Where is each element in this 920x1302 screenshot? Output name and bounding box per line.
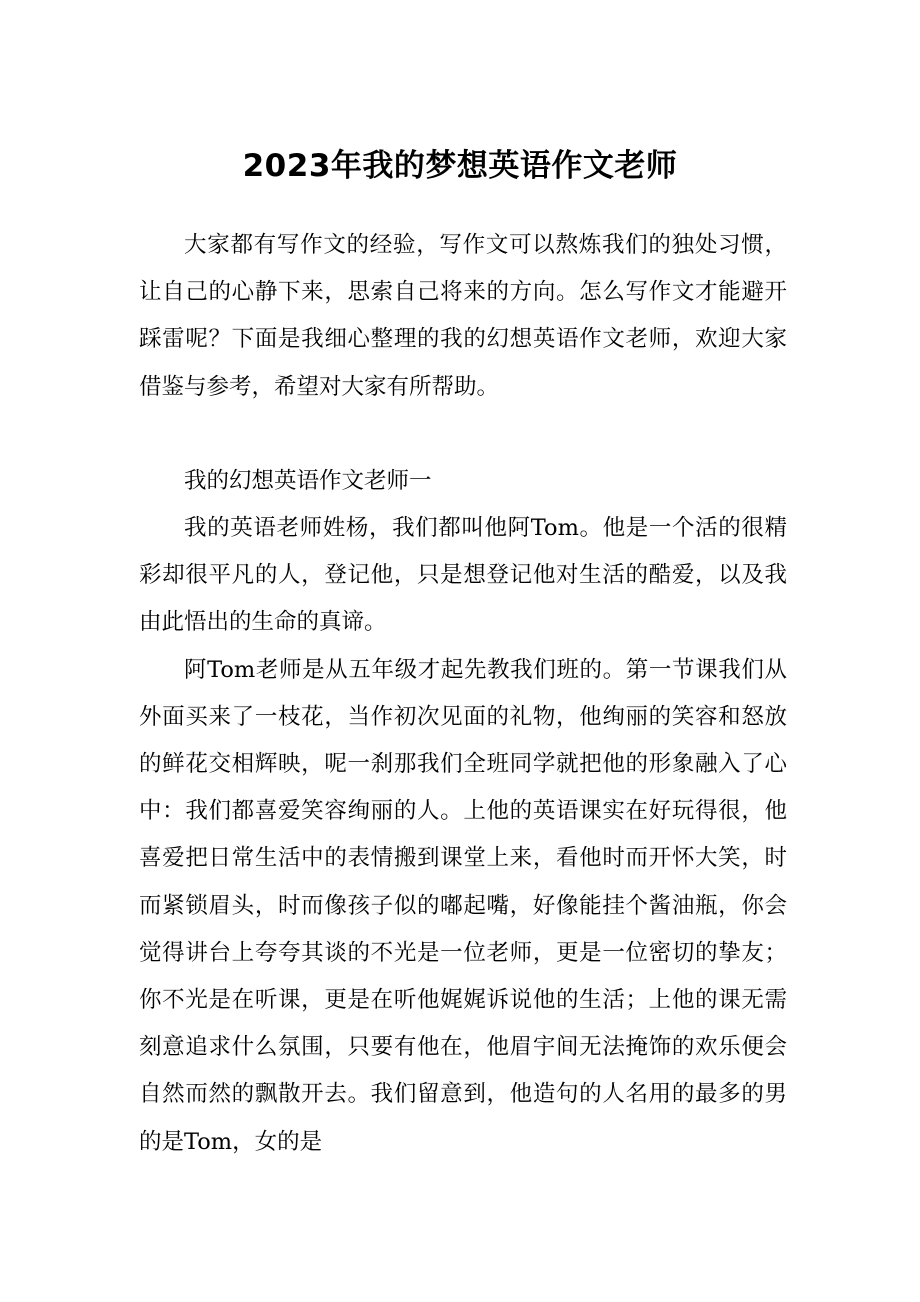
intro-paragraph: 大家都有写作文的经验，写作文可以熬炼我们的独处习惯，让自己的心静下来，思索自己将来的方向。怎么写作文才能避开踩雷呢？下面是我细心整理的我的幻想英语作文老师，欢迎大家借鉴与参考，希望对大家有所帮助。 — [139, 232, 787, 400]
body-paragraph: 我的英语老师姓杨，我们都叫他阿Tom。他是一个活的很精彩却很平凡的人，登记他，只是想登记他对生活的酷爱，以及我由此悟出的生命的真谛。 — [139, 515, 787, 636]
section-heading: 我的幻想英语作文老师一 — [184, 467, 432, 494]
document-title: 2023年我的梦想英语作文老师 — [242, 148, 678, 184]
document-body — [139, 222, 787, 1166]
body-paragraph: 阿Tom老师是从五年级才起先教我们班的。第一节课我们从外面买来了一枝花，当作初次见面的礼物，他绚丽的笑容和怒放的鲜花交相辉映，呢一刹那我们全班同学就把他的形象融入了心中：我们都喜爱笑容绚丽的人。上他的英语课实在好玩得很，他喜爱把日常生活中的表情搬到课堂上来，看他时而开怀大笑，时而紧锁眉头，时而像孩子似的嘟起嘴，好像能挂个酱油瓶，你会觉得讲台上夸夸其谈的不光是一位老师，更是一位密切的挚友；你不光是在听课，更是在听他娓娓诉说他的生活；上他的课无需刻意追求什么氛围，只要有他在，他眉宇间无法掩饰的欢乐便会自然而然的飘散开去。我们留意到，他造句的人名用的最多的男的是Tom，女的是 — [139, 656, 787, 1155]
